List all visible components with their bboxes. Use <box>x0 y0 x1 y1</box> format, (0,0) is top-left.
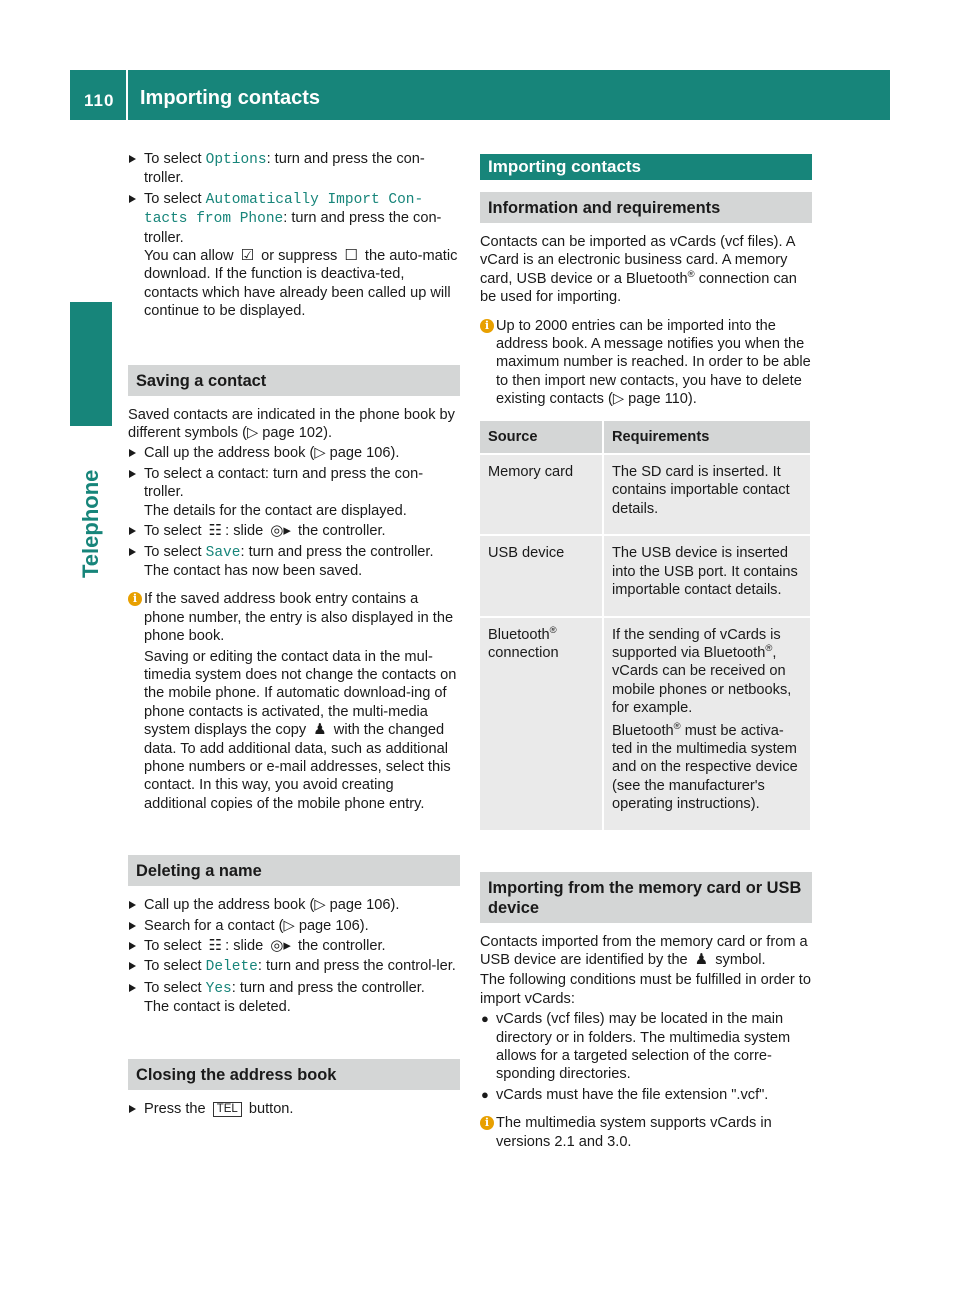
table-cell-requirement: If the sending of vCards is supported via Bluetooth®, vCards can be received on mobile phones or netbooks, for example. Bluetooth® must be activa-ted in the multimedia system and on the respective device (see the manufacturer's operating instructions). <box>603 617 811 831</box>
table-cell-requirement: The USB device is inserted into the USB port. It contains importable contact details. <box>603 535 811 616</box>
memory-info-note: i The multimedia system supports vCards in versions 2.1 and 3.0. <box>480 1114 812 1151</box>
menu-item-save: Save <box>205 544 241 561</box>
step-arrow-icon <box>129 155 136 163</box>
right-column <box>480 154 812 1153</box>
phonebook-menu-icon: ☷ <box>208 522 223 540</box>
section-heading-saving: Saving a contact <box>128 365 460 396</box>
bullet-icon: ● <box>481 1086 489 1102</box>
menu-item-auto-import: Automatically Import Con-tacts from Phone <box>144 191 424 228</box>
person-copy-icon: ♟ <box>313 721 327 739</box>
step-auto-import: To select Automatically Import Con-tacts from Phone: turn and press the con-troller. You can allow ☑ or suppress ☐ the auto-matic download. If the function is deactiva-ted, contacts which have already been called up will continue to be displayed. <box>128 190 460 321</box>
checkbox-empty-icon: ☐ <box>344 247 358 265</box>
page-title: Importing contacts <box>140 87 321 109</box>
checkbox-checked-icon: ☑ <box>240 247 255 265</box>
ref-arrow-icon: ▷ <box>314 897 326 914</box>
saving-step-3: To select ☷ : slide ◎▸ the controller. <box>128 522 460 540</box>
controller-slide-right-icon: ◎▸ <box>270 522 291 540</box>
deleting-step-1: Call up the address book (▷ page 106). <box>128 896 460 914</box>
info-icon: i <box>480 1116 494 1130</box>
step-arrow-icon <box>129 922 136 930</box>
step-arrow-icon <box>129 1105 136 1113</box>
tel-key-icon: TEL <box>213 1102 242 1117</box>
deleting-step-4: To select Delete: turn and press the control-ler. <box>128 957 460 976</box>
step-arrow-icon <box>129 195 136 203</box>
imported-contact-icon: ♟ <box>694 950 709 968</box>
page-header <box>70 70 890 120</box>
info-icon: i <box>128 592 142 606</box>
ref-arrow-icon: ▷ <box>283 917 295 934</box>
memory-intro: Contacts imported from the memory card or from a USB device are identified by the ♟ symbol. <box>480 933 808 968</box>
saving-step-1: Call up the address book (▷ page 106). <box>128 444 460 462</box>
section-banner-importing: Importing contacts <box>480 154 812 180</box>
step-arrow-icon <box>129 901 136 909</box>
saving-step-4: To select Save: turn and press the controller. The contact has now been saved. <box>128 543 460 581</box>
section-heading-deleting: Deleting a name <box>128 855 460 886</box>
deleting-step-2: Search for a contact (▷ page 106). <box>128 917 460 935</box>
chapter-tab <box>70 302 112 426</box>
table-row <box>480 454 811 535</box>
phonebook-menu-icon: ☷ <box>208 937 223 954</box>
page-number: 110 <box>84 91 115 110</box>
step-options: To select Options: turn and press the con-troller. <box>128 150 460 188</box>
table-cell-requirement: The SD card is inserted. It contains importable contact details. <box>603 454 811 535</box>
table-cell-source: USB device <box>480 535 603 616</box>
menu-item-options: Options <box>205 152 267 168</box>
table-header-source: Source <box>480 421 603 454</box>
table-row <box>480 617 811 831</box>
chapter-label <box>68 452 120 582</box>
list-item: ● vCards must have the file extension ".vcf". <box>481 1086 769 1103</box>
section-heading-memory: Importing from the memory card or USB device <box>480 872 812 923</box>
deleting-step-3: To select ☷ : slide ◎▸ the controller. <box>128 937 460 955</box>
step-arrow-icon <box>129 527 136 535</box>
ref-arrow-icon: ▷ <box>612 391 625 408</box>
saving-step-2: To select a contact: turn and press the con-troller. The details for the contact are displayed. <box>128 465 460 520</box>
controller-slide-right-icon: ◎▸ <box>270 937 291 954</box>
ref-arrow-icon: ▷ <box>314 445 326 462</box>
header-separator <box>126 70 128 120</box>
deleting-step-5: To select Yes: turn and press the controller. The contact is deleted. <box>128 979 460 1017</box>
saving-info-note: i If the saved address book entry contains a phone number, the entry is also displayed in the phone book. Saving or editing the contact data in the mul-timedia system does not change the contacts on the mobile phone. If automatic download-ing of phone contacts is activated, the multi-media system displays the copy ♟ with the changed data. To add additional data, such as additional phone numbers or e-mail addresses, select this contact. In this way, you avoid creating additional copies of the mobile phone entry. <box>128 590 460 813</box>
requirements-table <box>480 421 812 832</box>
step-arrow-icon <box>129 962 136 970</box>
step-arrow-icon <box>129 548 136 556</box>
list-item: ● vCards (vcf files) may be located in the main directory or in folders. The multimedia system allows for a targeted selection of the corre-sponding directories. <box>481 1011 791 1083</box>
step-arrow-icon <box>129 449 136 457</box>
table-cell-source: Memory card <box>480 454 603 535</box>
table-cell-source: Bluetooth® connection <box>480 617 603 831</box>
section-heading-info-req: Information and requirements <box>480 192 812 223</box>
ref-arrow-icon: ▷ <box>246 425 259 442</box>
bullet-icon: ● <box>481 1011 489 1027</box>
menu-item-yes: Yes <box>205 980 232 997</box>
menu-item-delete: Delete <box>205 959 258 976</box>
section-heading-closing: Closing the address book <box>128 1059 460 1090</box>
left-column <box>128 150 460 1120</box>
chapter-label-text: Telephone <box>78 469 103 578</box>
memory-conditions: The following conditions must be fulfilled in order to import vCards: <box>480 972 811 1007</box>
step-arrow-icon <box>129 470 136 478</box>
table-header-requirements: Requirements <box>603 421 811 454</box>
info-req-note: i Up to 2000 entries can be imported into the address book. A message notifies you when the maximum number is reached. In order to be able to then import new contacts, you have to delete existing contacts (▷ page 110). <box>480 317 812 409</box>
step-arrow-icon <box>129 942 136 950</box>
table-header-row <box>480 421 811 454</box>
step-arrow-icon <box>129 984 136 992</box>
closing-step-1: Press the TEL button. <box>128 1100 460 1118</box>
table-row <box>480 535 811 616</box>
saving-intro: Saved contacts are indicated in the phone book by different symbols (▷ page 102). <box>128 406 455 442</box>
info-req-intro: Contacts can be imported as vCards (vcf files). A vCard is an electronic business card. A memory card, USB device or a Bluetooth® connection can be used for importing. <box>480 234 797 306</box>
info-icon: i <box>480 319 494 333</box>
